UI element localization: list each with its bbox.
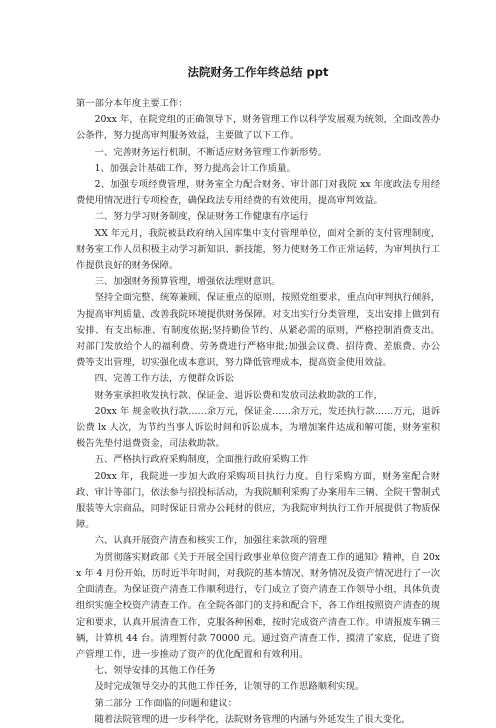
document-title: 法院财务工作年终总结 ppt	[187, 65, 329, 79]
section-heading: 二、努力学习财务制度，保证财务工作健康有序运行	[94, 211, 309, 223]
paragraph: 财务室承担收发执行款、保证金、退诉讼费和发放司法救助款的工作，	[94, 389, 383, 401]
section-heading: 三、加强财务预算管理，增强依法理财意识。	[94, 276, 281, 288]
paragraph: 为贯彻落实财政部《关于开展全国行政事业单位资产清查工作的通知》精神，自 20xx 年 4 月份开始，历时近半年时间，对我院的基本情况、财务情况及资产情况进行了一次全面清查。为保证资产清查工作顺利进行，专门成立了资产清查工作领导小组，具体负责组织实施全校资产清查工作。在全院各部门的支持和配合下，各工作组按照资产清查的规定和要求，认真开展清查工作，克服各种困难，按时完成资产清查工作。申请报废车辆三辆，计算机 44 台。清理暂付款 70000 元。通过资产清查工作，摸清了家底，促进了资产管理工作，进一步推动了资产的优化配置和有效利用。	[76, 551, 441, 660]
paragraph: 1、加强会计基础工作，努力提高会计工作质量。	[94, 162, 296, 174]
section-heading: 六、认真开展资产清查和核实工作，加强往来款项的管理	[94, 535, 328, 547]
paragraph: 随着法院管理的进一步科学化，法院财务管理的内涵与外延发生了很大变化，	[94, 713, 411, 725]
section-heading: 四、完善工作方法，方便群众诉讼	[94, 373, 235, 385]
paragraph: 2、加强专项经费管理，财务室全力配合财务、审计部门对我院 xx 年度政法专用经费使用情况进行专项检查，确保政法专用经费的有效使用，提高审判效益。	[76, 179, 440, 207]
paragraph: XX 年元月，我院被县政府纳入国库集中支付管理单位，面对全新的支付管理制度，财务室工作人员积极主动学习新知识、新技能，努力使财务工作正常运转，为审判执行工作提供良好的财务保障。	[76, 227, 440, 272]
section-heading: 五、严格执行政府采购制度，全面推行政府采购工作	[94, 454, 309, 466]
document-body	[76, 96, 440, 728]
paragraph: 20xx 年，我院进一步加大政府采购项目执行力度。自行采购方面，财务室配合财政、审计等部门，依法参与招投标活动，为我院顺利采购了办案用车三辆、全院干警制式服装等大宗商品，同时保证日常办公耗材的供应，为我院审判执行工作开展提供了物质保障。	[76, 470, 440, 531]
paragraph: 及时完成领导交办的其他工作任务，让领导的工作思路顺利实现。	[94, 681, 365, 693]
section-heading: 一、完善财务运行机制，不断适应财务管理工作新形势。	[94, 146, 328, 158]
paragraph: 坚持全面完整、统筹兼顾、保证重点的原则，按照党组要求，重点向审判执行倾斜，为提高审判质量、改善我院环境提供财务保障。对支出实行分类管理，支出安排上做到有安排、有支出标准、有制度依据;坚持勤俭节约、从紧必需的原则，严格控制消费支出。对部门发放给个人的福利费、劳务费进行严格审批;加强会议费、招待费、差旅费、办公费等支出管理，切实强化成本意识，努力降低管理成本，提高资金使用效益。	[76, 292, 440, 369]
paragraph: 20xx 年 规金收执行款……余万元，保证金……余万元，发还执行款……万元，退诉讼费 lx 人次，为节约当事人诉讼时间和诉讼成本，为增加案件达成和解可能，财务室积极告先垫付退费资金，司法救助款。	[76, 405, 440, 450]
section-heading: 七、领导安排的其他工作任务	[94, 665, 216, 677]
paragraph: 第一部分本年度主要工作：	[76, 98, 188, 109]
paragraph: 20xx 年，在院党组的正确领导下，财务管理工作以科学发展观为统领，全面改善办公条件，努力提高审判服务效益，主要做了以下工作。	[76, 114, 440, 142]
section-heading: 第二部分 工作面临的问题和建议：	[94, 697, 238, 709]
